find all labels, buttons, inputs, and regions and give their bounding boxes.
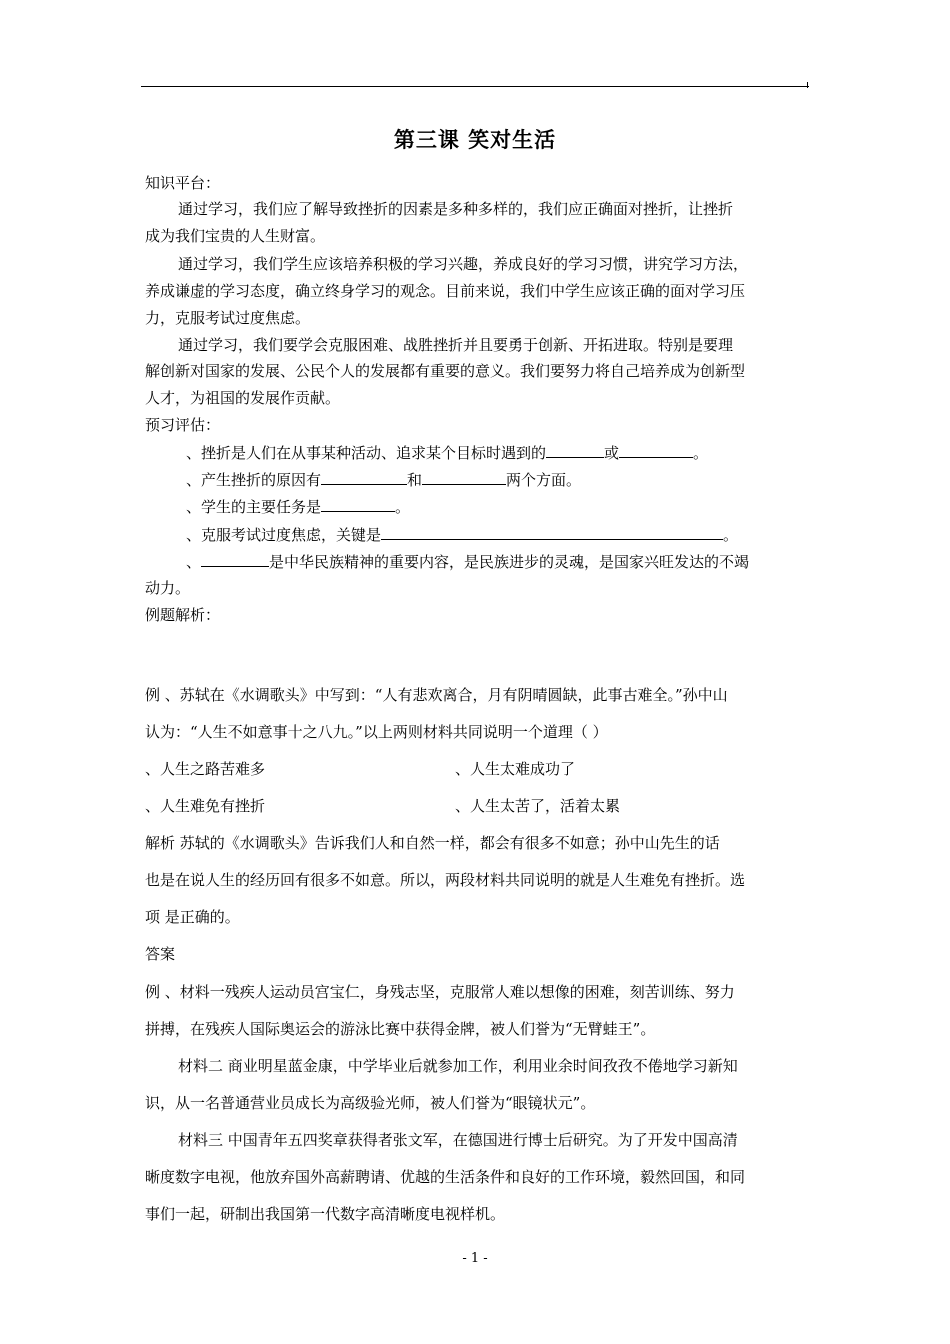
preview-question-5-cont: 动力。: [145, 579, 191, 597]
page-title: 第三课 笑对生活: [393, 128, 557, 152]
example-2-line2: 拼搏，在残疾人国际奥运会的游泳比赛中获得金牌，被人们誉为“无臂蛙王”。: [145, 1020, 656, 1038]
answer-label: 答案: [145, 945, 176, 963]
example-1-line2: 认为：“人生不如意事十之八九。”以上两则材料共同说明一个道理（ ）: [145, 723, 608, 741]
q1-blank-1[interactable]: [546, 442, 604, 458]
analysis-line1: 解析 苏轼的《水调歌头》告诉我们人和自然一样，都会有很多不如意；孙中山先生的话: [145, 834, 720, 852]
knowledge-p2-line1: 通过学习，我们学生应该培养积极的学习兴趣，养成良好的学习习惯，讲究学习方法，: [178, 255, 749, 273]
q4-text: 、克服考试过度焦虑，关键是: [186, 526, 382, 544]
knowledge-p3-line2: 解创新对国家的发展、公民个人的发展都有重要的意义。我们要努力将自己培养成为创新型: [145, 362, 746, 380]
q2-end: 两个方面。: [506, 471, 582, 489]
q1-text: 、挫折是人们在从事某种活动、追求某个目标时遇到的: [186, 444, 547, 462]
page-number: - 1 -: [462, 1251, 488, 1266]
example-2-line1: 例 、材料一残疾人运动员宫宝仁，身残志坚，克服常人难以想像的困难，刻苦训练、努力: [145, 983, 735, 1001]
q3-end: 。: [395, 498, 411, 516]
q4-end: 。: [723, 526, 739, 544]
q3-blank[interactable]: [321, 496, 395, 512]
option-a: 、人生之路苦难多: [145, 760, 266, 778]
q1-or: 或: [604, 444, 620, 462]
examples-heading: 例题解析：: [145, 606, 221, 624]
analysis-line3: 项 是正确的。: [145, 908, 240, 926]
q2-and: 和: [407, 471, 423, 489]
knowledge-p2-line2: 养成谦虚的学习态度，确立终身学习的观念。目前来说，我们中学生应该正确的面对学习压: [145, 282, 746, 300]
preview-question-4: [186, 524, 738, 545]
knowledge-p1-line1: 通过学习，我们应了解导致挫折的因素是多种多样的，我们应正确面对挫折，让挫折: [178, 200, 734, 218]
q1-blank-2[interactable]: [619, 442, 693, 458]
q5-blank[interactable]: [201, 551, 269, 567]
q5-prefix: 、: [186, 553, 202, 571]
material-2-line1: 材料二 商业明星蓝金康，中学毕业后就参加工作，利用业余时间孜孜不倦地学习新知: [178, 1057, 738, 1075]
material-2-line2: 识，从一名普通营业员成长为高级验光师，被人们誉为“眼镜状元”。: [145, 1094, 596, 1112]
preview-question-3: [186, 496, 410, 517]
material-3-line1: 材料三 中国青年五四奖章获得者张文军，在德国进行博士后研究。为了开发中国高清: [178, 1131, 738, 1149]
knowledge-p2-line3: 力，克服考试过度焦虑。: [145, 309, 311, 327]
option-d: 、人生太苦了，活着太累: [455, 797, 621, 815]
analysis-line2: 也是在说人生的经历回有很多不如意。所以，两段材料共同说明的就是人生难免有挫折。选: [145, 871, 746, 889]
preview-question-5: [186, 551, 749, 572]
q2-blank-2[interactable]: [422, 469, 506, 485]
q5-text: 是中华民族精神的重要内容，是民族进步的灵魂，是国家兴旺发达的不竭: [269, 553, 750, 571]
knowledge-heading: 知识平台：: [145, 174, 221, 192]
q2-blank-1[interactable]: [321, 469, 407, 485]
q4-blank[interactable]: [381, 524, 723, 540]
option-b: 、人生太难成功了: [455, 760, 576, 778]
header-rule: [141, 86, 809, 87]
q1-end: 。: [693, 444, 709, 462]
material-3-line3: 事们一起，研制出我国第一代数字高清晰度电视样机。: [145, 1205, 506, 1223]
header-rule-tick: [807, 82, 808, 88]
q2-text: 、产生挫折的原因有: [186, 471, 322, 489]
knowledge-p1-line2: 成为我们宝贵的人生财富。: [145, 227, 326, 245]
option-c: 、人生难免有挫折: [145, 797, 266, 815]
q3-text: 、学生的主要任务是: [186, 498, 322, 516]
knowledge-p3-line1: 通过学习，我们要学会克服困难、战胜挫折并且要勇于创新、开拓进取。特别是要理: [178, 336, 734, 354]
example-1-line1: 例 、苏轼在《水调歌头》中写到：“人有悲欢离合，月有阴晴圆缺，此事古难全。”孙中山: [145, 686, 728, 704]
preview-heading: 预习评估：: [145, 416, 221, 434]
material-3-line2: 晰度数字电视，他放弃国外高薪聘请、优越的生活条件和良好的工作环境，毅然回国，和同: [145, 1168, 746, 1186]
preview-question-1: [186, 442, 708, 463]
knowledge-p3-line3: 人才，为祖国的发展作贡献。: [145, 389, 341, 407]
preview-question-2: [186, 469, 581, 490]
